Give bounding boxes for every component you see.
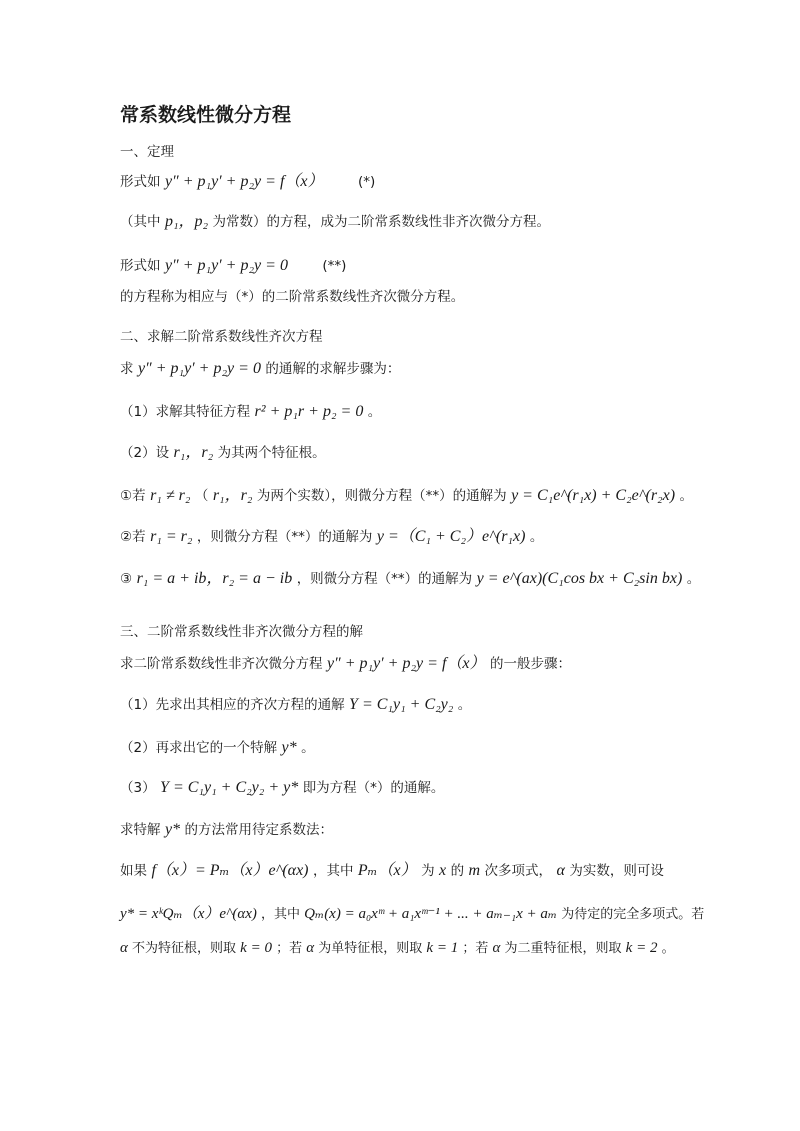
- s3-step2-suffix: 。: [301, 740, 315, 756]
- case2-solution: y =（C₁ + C₂）e^(r₁x): [376, 528, 526, 545]
- step2-prefix: （2）设: [120, 445, 170, 461]
- section3-heading: 三、二阶常系数线性非齐次微分方程的解: [120, 624, 363, 640]
- if-x: x: [439, 862, 447, 879]
- step2-roots: r₁，r₂: [173, 444, 214, 461]
- s3-step3-prefix: （3）: [120, 780, 156, 796]
- method-line: [120, 820, 700, 840]
- k-text5: 为二重特征根，则取: [504, 941, 622, 956]
- note-vars: p₁，p₂: [164, 213, 209, 230]
- case2-condition: r₁ = r₂: [150, 528, 193, 545]
- method-prefix: 求特解: [120, 822, 161, 838]
- case2-line: [120, 527, 700, 547]
- case1-solution: y = C₁e^(r₁x) + C₂e^(r₂x): [511, 487, 676, 504]
- section2-step1: [120, 402, 700, 422]
- if-equation: f（x）= Pₘ（x）e^(αx): [151, 862, 309, 879]
- set-mid: ，其中: [261, 907, 301, 922]
- case1-condition: r₁ ≠ r₂: [150, 487, 191, 504]
- section2-heading: 二、求解二阶常系数线性齐次方程: [120, 329, 323, 345]
- particular-form: y* = xᵏQₘ（x）e^(αx): [120, 906, 257, 922]
- k-text3: 为单特征根，则取: [318, 941, 423, 956]
- form2-prefix: 形式如: [120, 258, 161, 274]
- k-text1: 不为特征根，则取: [132, 941, 237, 956]
- set-end: 为待定的完全多项式。若: [561, 907, 705, 922]
- section3-intro: [120, 654, 700, 674]
- case1-paren: （: [194, 488, 209, 504]
- case1-text: 为两个实数），则微分方程（**）的通解为: [256, 488, 507, 504]
- note-line: [120, 212, 700, 232]
- note-prefix: （其中: [120, 214, 161, 230]
- form1-line: [120, 172, 700, 192]
- equation-tag-double-star: (**): [322, 258, 347, 274]
- if-prefix: 如果: [120, 863, 147, 879]
- particular-solution: y*: [281, 739, 297, 756]
- form1-prefix: 形式如: [120, 174, 161, 190]
- case3-line: [120, 569, 700, 589]
- step1-prefix: （1）求解其特征方程: [120, 404, 251, 420]
- section1-heading: 一、定理: [120, 144, 174, 160]
- section2-step2: [120, 443, 700, 463]
- case1-line: [120, 486, 700, 506]
- k-text2: ；若: [276, 941, 303, 956]
- equation-homogeneous: y″ + p₁y′ + p₂y = 0: [164, 257, 288, 274]
- method-suffix: 的方法常用待定系数法：: [184, 822, 334, 838]
- homogeneous-general-solution: Y = C₁y₁ + C₂y₂: [349, 696, 454, 713]
- if-pm: Pₘ（x）: [357, 862, 417, 879]
- case3-text: ，则微分方程（**）的通解为: [296, 571, 473, 587]
- case1-prefix: ①若: [120, 488, 146, 504]
- step2-suffix: 为其两个特征根。: [217, 445, 326, 461]
- section3-intro-suffix: 的一般步骤：: [489, 656, 571, 672]
- if-mid2: 为: [421, 863, 435, 879]
- k-alpha3: α: [492, 940, 501, 956]
- section2-intro-prefix: 求: [120, 361, 134, 377]
- case3-prefix: ③: [120, 571, 133, 587]
- s3-step2-prefix: （2）再求出它的一个特解: [120, 740, 278, 756]
- general-solution: Y = C₁y₁ + C₂y₂ + y*: [160, 779, 299, 796]
- characteristic-equation: r² + p₁r + p₂ = 0: [254, 403, 364, 420]
- k-alpha1: α: [120, 940, 128, 956]
- case2-end: 。: [529, 529, 544, 545]
- k-eq1: k = 0: [240, 940, 272, 956]
- case3-condition: r₁ = a + ib，r₂ = a − ib: [136, 570, 293, 587]
- case3-end: 。: [686, 571, 701, 587]
- section3-step2: [120, 738, 700, 758]
- note-suffix: 为常数）的方程，成为二阶常系数线性非齐次微分方程。: [212, 214, 551, 230]
- section3-step1: [120, 695, 700, 715]
- case1-roots: r₁，r₂: [212, 487, 253, 504]
- case2-prefix: ②若: [120, 529, 146, 545]
- set-line: [120, 904, 705, 925]
- page-title: 常系数线性微分方程: [120, 104, 292, 126]
- case3-solution: y = e^(ax)(C₁cos bx + C₂sin bx): [476, 570, 683, 587]
- equation-tag-star: (*): [357, 174, 376, 190]
- form2-line: [120, 256, 700, 276]
- if-mid3: 的: [450, 863, 465, 879]
- section2-intro-equation: y″ + p₁y′ + p₂y = 0: [137, 360, 261, 377]
- k-end: 。: [661, 941, 675, 956]
- k-alpha2: α: [306, 940, 315, 956]
- if-mid: ，其中: [312, 863, 354, 879]
- homogeneous-definition: 的方程称为相应与（*）的二阶常系数线性齐次微分方程。: [120, 289, 465, 305]
- case2-text: ，则微分方程（**）的通解为: [196, 529, 373, 545]
- section2-intro: [120, 359, 700, 379]
- if-line: [120, 861, 700, 881]
- k-eq2: k = 1: [426, 940, 459, 956]
- case1-end: 。: [679, 488, 693, 504]
- if-alpha: α: [556, 862, 565, 879]
- step1-suffix: 。: [367, 404, 382, 420]
- if-mid4: 次多项式，: [484, 863, 553, 879]
- equation-nonhomogeneous: y″ + p₁y′ + p₂y = f（x）: [164, 173, 324, 190]
- k-eq3: k = 2: [625, 940, 658, 956]
- k-line: [120, 938, 700, 959]
- section3-intro-equation: y″ + p₁y′ + p₂y = f（x）: [326, 655, 486, 672]
- section3-intro-prefix: 求二阶常系数线性非齐次微分方程: [120, 656, 323, 672]
- section3-step3: [120, 778, 700, 798]
- k-text4: ；若: [462, 941, 489, 956]
- if-end: 为实数，则可设: [569, 863, 664, 879]
- section2-intro-suffix: 的通解的求解步骤为：: [265, 361, 401, 377]
- s3-step3-suffix: 即为方程（*）的通解。: [302, 780, 445, 796]
- method-particular: y*: [164, 821, 181, 838]
- s3-step1-prefix: （1）先求出其相应的齐次方程的通解: [120, 697, 345, 713]
- polynomial-q: Qₘ(x) = a₀xᵐ + a₁xᵐ⁻¹ + ... + aₘ₋₁x + aₘ: [304, 906, 558, 922]
- s3-step1-suffix: 。: [457, 697, 472, 713]
- if-m: m: [468, 862, 481, 879]
